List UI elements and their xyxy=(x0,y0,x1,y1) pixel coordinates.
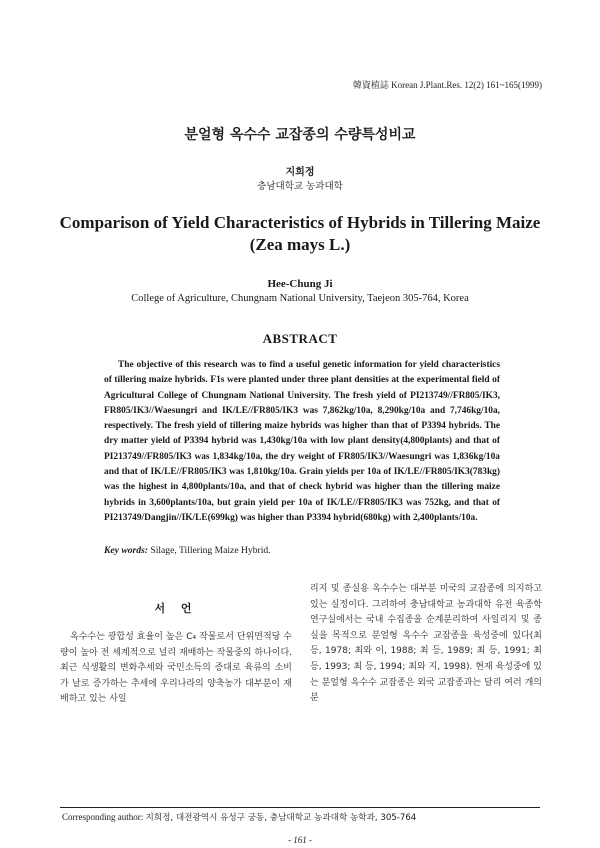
abstract-text: The objective of this research was to find a useful genetic information for yield characteristics of tillering maize hybrids. F1s were planted under three plant densities at the experimental field of Agricultural College of Chungnam National University. The fresh yield of PI213749//FR805/IK3, FR805/IK3//Waesungri and IK/LE//FR805/IK3 was 7,862kg/10a, 8,290kg/10a and 7,746kg/10a, respectively. The fresh yield of tillering maize hybrids was higher than that of P3394 hybrids. The dry matter yield of P3394 hybrid was 1,430kg/10a with low plant density(4,800plants) and that of PI213749//FR805/IK3 was 1,834kg/10a, the dry weight of FR805/IK3//Waesungri was 1,836kg/10a and that of IK/LE//FR805/IK3 was 1,810kg/10a. Grain yields per 10a of IK/LE//FR805/IK3(783kg) was the highest in 4,800plants/10a, and that of check hybrid was higher than the tillering maize hybrids in 3,600plants/10a, but grain yield per 10a of IK/LE//FR805/IK3 was 752kg, and that of PI213749/Dangjin//IK/LE(699kg) was higher than P3394 hybrid(680kg) with 2,400plants/10a. xyxy=(104,360,500,523)
abstract-heading: ABSTRACT xyxy=(262,331,338,346)
abstract-body xyxy=(104,358,500,526)
footnote xyxy=(62,811,416,823)
korean-title: 분얼형 옥수수 교잡종의 수량특성비교 xyxy=(184,127,416,143)
keywords-label: Key words: xyxy=(104,545,148,556)
korean-affiliation: 충남대학교 농과대학 xyxy=(257,181,343,192)
page-number: - 161 - xyxy=(288,835,312,845)
keywords xyxy=(104,545,271,556)
english-title xyxy=(0,212,600,256)
english-title-line1: Comparison of Yield Characteristics of Hybrids in Tillering Maize xyxy=(59,213,541,232)
left-column-text: 옥수수는 광합성 효율이 높은 C₄ 작물로서 단위면적당 수량이 높아 전 세계적으로 널리 재배하는 작물중의 하나이다. 최근 식생활의 변화추세와 국민소득의 증대로 육류의 소비가 날로 증가하는 추세에 우리나라의 양축농가 대부분이 재배하고 있는 사일 xyxy=(60,632,292,705)
footnote-text: 지희정, 대전광역시 유성구 궁동, 충남대학교 농과대학 농학과, 305-764 xyxy=(145,813,417,823)
right-column-text: 리지 및 종실용 옥수수는 대부분 미국의 교잡종에 의지하고 있는 실정이다. 그리하여 충남대학교 농과대학 유전 육종학 연구실에서는 국내 수집종을 순계분리하여 사일리지 및 종실을 목적으로 분얼형 옥수수 교잡종을 육성중에 있다(최 등, 1978; 최와 이, 1988; 최 등, 1989; 최 등, 1991; 최 등, 1993; 최 등, 1994; 최와 지, 1998). 현재 육성중에 있는 분얼형 옥수수 교잡종은 외국 교잡종과는 달리 여러 개의 분 xyxy=(310,584,542,704)
english-affiliation: College of Agriculture, Chungnam National University, Taejeon 305-764, Korea xyxy=(131,293,469,304)
keywords-text: Silage, Tillering Maize Hybrid. xyxy=(150,545,271,556)
korean-author: 지희정 xyxy=(285,167,315,178)
english-author: Hee-Chung Ji xyxy=(267,278,333,290)
section-heading-introduction: 서 언 xyxy=(154,602,198,615)
footnote-divider xyxy=(60,807,540,808)
journal-header: 韓資植誌 Korean J.Plant.Res. 12(2) 161~165(1999) xyxy=(352,80,542,90)
english-title-line2: (Zea mays L.) xyxy=(249,235,351,254)
footnote-label: Corresponding author: xyxy=(62,812,144,822)
